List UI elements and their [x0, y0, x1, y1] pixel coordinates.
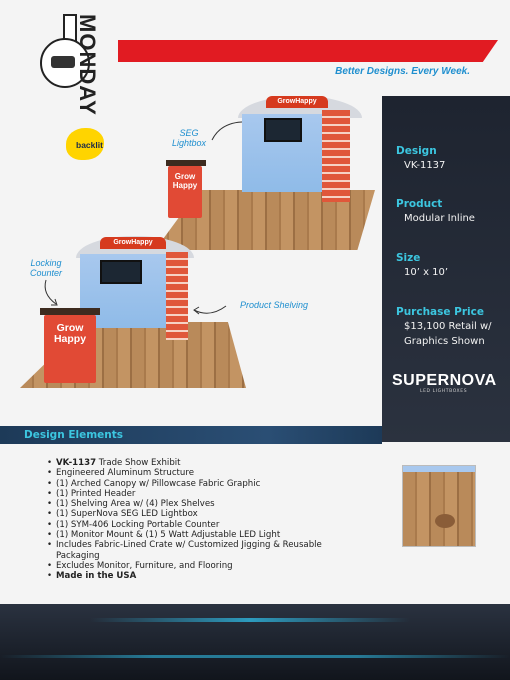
design-element-text: Engineered Aluminum Structure: [56, 468, 195, 479]
design-element-item: [56, 468, 356, 478]
counter-text-line1: Grow: [174, 172, 196, 181]
locking-counter: [168, 166, 202, 218]
callout-locking-line1: Locking: [30, 258, 62, 268]
design-elements-list: [46, 458, 356, 582]
callout-seg-line2: Lightbox: [171, 138, 207, 148]
spec-value-design: VK-1137: [404, 160, 446, 171]
booth-header: GrowHappy: [100, 237, 166, 249]
counter-text-line2: Happy: [53, 333, 87, 345]
callout-arrow-icon: [190, 298, 230, 322]
logo-icon: [51, 56, 75, 68]
design-element-bold: Made in the USA: [56, 571, 137, 582]
design-element-text: Excludes Monitor, Furniture, and Flooring: [56, 560, 233, 571]
floorplan-thumbnail: [402, 465, 476, 547]
shelving-area: [166, 252, 188, 340]
spec-value-price: $13,100 Retail w/ Graphics Shown: [404, 321, 492, 347]
design-element-item: [56, 458, 356, 468]
callout-locking-line2: Counter: [29, 268, 63, 278]
callout-seg-lightbox: [164, 128, 214, 148]
design-element-text: (1) Printed Header: [56, 488, 136, 499]
logo-wordmark: MONDAY: [75, 14, 100, 116]
design-element-text: (1) SYM-406 Locking Portable Counter: [56, 519, 220, 530]
design-elements-title: Design Elements: [24, 429, 124, 441]
design-element-item: [56, 561, 356, 571]
design-element-item: [56, 571, 356, 581]
design-element-item: [56, 509, 356, 519]
counter-top: [40, 308, 100, 315]
supernova-logo: SUPERNOVA: [392, 372, 497, 389]
spec-label-product: Product: [396, 198, 443, 210]
supernova-tagline: LED LIGHTBOXES: [420, 389, 468, 394]
tagline: Better Designs. Every Week.: [335, 66, 470, 77]
design-element-text: Trade Show Exhibit: [96, 458, 181, 468]
design-element-item: [56, 499, 356, 509]
design-element-text: (1) Monitor Mount & (1) 5 Watt Adjustable LED Light: [56, 530, 281, 541]
locking-counter: [44, 315, 96, 383]
callout-seg-line1: SEG: [179, 128, 199, 138]
monitor: [264, 118, 302, 142]
design-element-text: (1) SuperNova SEG LED Lightbox: [56, 509, 198, 520]
spec-value-product: Modular Inline: [404, 213, 475, 224]
design-element-text: (1) Arched Canopy w/ Pillowcase Fabric Graphic: [56, 478, 261, 489]
design-element-item: [56, 530, 356, 540]
footer-light-streak: [90, 618, 410, 622]
design-element-item: [56, 540, 356, 561]
design-element-item: [56, 489, 356, 499]
design-element-item: [56, 479, 356, 489]
footer-band: [0, 604, 510, 680]
counter-text-line2: Happy: [172, 181, 198, 190]
design-element-item: [56, 520, 356, 530]
booth-header: GrowHappy: [266, 96, 328, 108]
design-element-bold: VK-1137: [56, 458, 97, 468]
header-red-bar: [118, 40, 498, 62]
footer-light-streak: [0, 655, 510, 658]
counter-text-line1: Grow: [56, 322, 84, 334]
callout-arrow-icon: [40, 278, 64, 308]
shelving-area: [322, 110, 350, 202]
monitor: [100, 260, 142, 284]
spec-label-design: Design: [396, 145, 437, 157]
spec-label-price: Purchase Price: [396, 306, 484, 318]
spec-label-size: Size: [396, 252, 421, 264]
design-element-text: Includes Fabric-Lined Crate w/ Customized Jigging & Reusable Packaging: [56, 540, 322, 561]
design-element-text: (1) Shelving Area w/ (4) Plex Shelves: [56, 499, 215, 510]
callout-product-shelving: Product Shelving: [239, 300, 309, 310]
backlit-badge-label: backlit: [76, 140, 103, 150]
callout-locking-counter: [20, 258, 72, 278]
spec-value-size: 10’ x 10’: [404, 267, 449, 278]
